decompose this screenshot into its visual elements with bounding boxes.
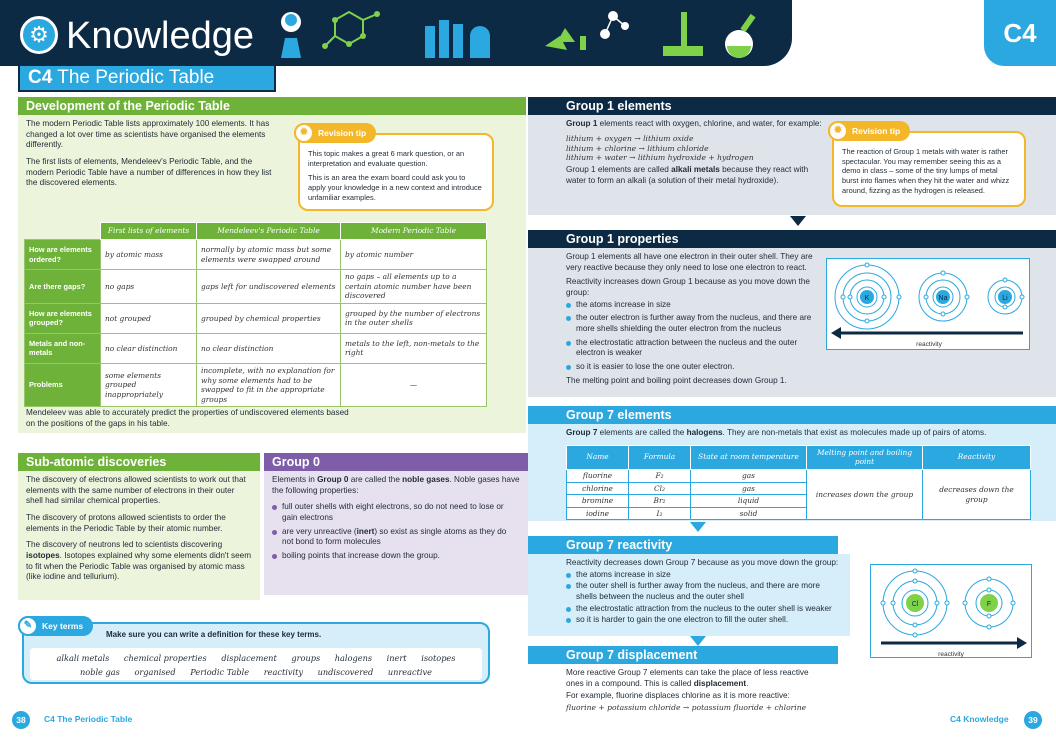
group0-list [272, 502, 520, 561]
list-item: so it is easier to lose the one outer electron. [566, 362, 824, 373]
list-item: the outer electron is further away from the nucleus, and there are more shells shielding the outer electron from the nucleus [566, 313, 824, 334]
equation: lithium + chlorine → lithium chloride [566, 143, 709, 153]
table-row: chlorine Cl₂ gas [567, 482, 1031, 495]
key-term: reactivity [263, 667, 304, 677]
key-term: displacement [221, 653, 277, 663]
equation: lithium + water → lithium hydroxide + hydrogen [566, 153, 754, 163]
reactivity-label: reactivity [938, 651, 964, 658]
group1p-para-2: Reactivity increases down Group 1 because as you move down the group: [566, 277, 810, 297]
down-arrow-icon [790, 216, 806, 226]
revision-tip-badge: ✹ Revision tip [294, 123, 376, 143]
group1-panel [528, 97, 1056, 215]
group1-properties-heading: Group 1 properties [528, 230, 1056, 248]
atom-label: K [864, 295, 870, 302]
group7r-list [566, 570, 840, 626]
group1-para: Group 1 elements are called alkali metals because they react with water to form an alkali (a solution of their metal hydroxide). [566, 165, 809, 185]
group7-panel [528, 406, 1056, 521]
key-term: organised [134, 667, 176, 677]
group1p-para-1: Group 1 elements all have one electron in their outer shell. They are very reactive because they only need to lose one electron to react. [566, 252, 813, 272]
table-header: State at room temperature [691, 445, 807, 469]
down-arrow-icon [690, 636, 706, 646]
group7-heading: Group 7 elements [528, 406, 1056, 424]
page-title: Knowledge [66, 15, 255, 57]
atom-diagrams [871, 565, 1033, 659]
key-term: chemical properties [123, 653, 207, 663]
down-arrow-icon [690, 522, 706, 532]
footer-right: C4 Knowledge [950, 714, 1009, 724]
group7r-para: Reactivity decreases down Group 7 because as you move down the group: [566, 558, 839, 567]
list-item: boiling points that increase down the group. [272, 551, 520, 562]
group1-heading: Group 1 elements [528, 97, 1056, 115]
lightbulb-icon: ✹ [828, 121, 848, 141]
group7-displacement-panel [528, 646, 838, 724]
subatomic-para-2: The discovery of protons allowed scientists to order the elements in the Periodic Table by their atomic number. [26, 512, 226, 533]
reactivity-label: reactivity [916, 341, 942, 348]
footer-left: C4 The Periodic Table [44, 714, 133, 724]
list-item: the electrostatic attraction between the nucleus and the outer electron is weaker [566, 338, 824, 359]
key-term: noble gas [80, 667, 120, 677]
development-heading: Development of the Periodic Table [18, 97, 526, 115]
periodic-table-comparison [24, 222, 487, 407]
key-term: undiscovered [317, 667, 374, 677]
table-row: Metals and non-metals no clear distinction no clear distinction metals to the left, non-metals to the right [25, 333, 487, 363]
atom-label: Cl [911, 601, 919, 608]
table-row: bromine Br₂ liquid [567, 495, 1031, 508]
table-header: First lists of elements [101, 223, 197, 240]
key-term: Periodic Table [190, 667, 250, 677]
key-term: inert [386, 653, 407, 663]
subatomic-para-1: The discovery of electrons allowed scientists to work out that elements with the same number of electrons in their outer shell had similar chemical properties. [26, 475, 246, 506]
group7-displacement-heading: Group 7 displacement [528, 646, 838, 664]
key-terms-instruction: Make sure you can write a definition for these key terms. [106, 630, 322, 639]
subatomic-heading: Sub-atomic discoveries [18, 453, 260, 471]
list-item: the atoms increase in size [566, 570, 840, 581]
tip-text-2: This is an area the exam board could ask you to apply your knowledge in a new context and introduce unfamiliar examples. [308, 173, 482, 202]
key-term: isotopes [421, 653, 456, 663]
revision-tip-badge: ✹ Revision tip [828, 121, 910, 141]
group0-heading: Group 0 [264, 453, 528, 471]
list-item: full outer shells with eight electrons, so do not need to lose or gain electrons [272, 502, 520, 523]
development-para-2: The first lists of elements, Mendeleev's Periodic Table, and the modern Periodic Table have a number of differences in how they list the discovered elements. [26, 156, 272, 188]
key-term: alkali metals [56, 653, 110, 663]
page-number-right: 39 [1024, 711, 1042, 729]
development-para-3: Mendeleev was able to accurately predict the properties of undiscovered elements based on the positions of the gaps in his table. [26, 408, 349, 428]
knowledge-banner [0, 0, 792, 66]
group7d-para-1: More reactive Group 7 elements can take the place of less reactive ones in a compound. This is called displacement. [566, 668, 809, 688]
equation: fluorine + potassium chloride → potassium fluoride + chlorine [566, 702, 807, 712]
development-panel [18, 97, 526, 433]
revision-tip-box [298, 127, 494, 211]
science-illustrations [275, 6, 775, 62]
table-row: iodine I₂ solid [567, 507, 1031, 520]
section-title: C4 The Periodic Table [18, 66, 276, 92]
atom-label: Na [938, 295, 948, 302]
revision-tip-box [832, 125, 1026, 207]
group1-intro: Group 1 elements react with oxygen, chlorine, and water, for example: [566, 119, 822, 128]
group1p-list [566, 300, 824, 373]
development-para-1: The modern Periodic Table lists approximately 100 elements. It has changed a lot over time as scientists have organised the elements differently. [26, 119, 270, 150]
list-item: the atoms increase in size [566, 300, 824, 311]
table-row: How are elements grouped? not grouped grouped by chemical properties grouped by the number of electrons in the outer shells [25, 303, 487, 333]
group0-panel [264, 453, 528, 595]
group1-properties-panel [528, 230, 1056, 397]
table-header: Melting point and boiling point [807, 445, 923, 469]
key-term: unreactive [387, 667, 432, 677]
table-row: How are elements ordered? by atomic mass normally by atomic mass but some elements were swapped around by atomic number [25, 240, 487, 270]
key-icon: ✎ [18, 616, 38, 636]
key-terms-badge: ✎ Key terms [18, 616, 93, 636]
subatomic-para-3: The discovery of neutrons led to scientists discovering isotopes. Isotopes explained why some elements didn't seem to fit when the Periodic Table was organised by atomic mass (like iodine and tellurium). [26, 540, 252, 582]
key-term: groups [291, 653, 321, 663]
halogens-table [566, 445, 1031, 521]
list-item: the outer shell is further away from the nucleus, and there are more shells between the nucleus and the outer shell [566, 581, 840, 602]
lightbulb-icon: ✹ [294, 123, 314, 143]
group7d-para-2: For example, fluorine displaces chlorine as it is more reactive: [566, 691, 790, 701]
list-item: so it is harder to gain the one electron to fill the outer shell. [566, 615, 840, 626]
table-row: Problems some elements grouped inappropriately incomplete, with no explanation for why some elements had to be swapped to fit in the appropriate groups — [25, 363, 487, 407]
table-header: Mendeleev's Periodic Table [197, 223, 341, 240]
table-header: Reactivity [923, 445, 1031, 469]
table-header: Modern Periodic Table [341, 223, 487, 240]
key-terms-box [22, 622, 490, 684]
page-number-left: 38 [12, 711, 30, 729]
key-term: halogens [334, 653, 373, 663]
group0-intro: Elements in Group 0 are called the noble gases. Noble gases have the following properties: [272, 475, 520, 495]
atom-diagrams [827, 259, 1031, 351]
atom-label: F [986, 601, 992, 608]
key-terms-list [30, 648, 482, 680]
chapter-tab: C4 [984, 0, 1056, 66]
group7-reactivity-heading: Group 7 reactivity [528, 536, 838, 554]
atom-label: Li [1002, 295, 1008, 302]
table-header: Name [567, 445, 629, 469]
tip-text-1: This topic makes a great 6 mark question, or an interpretation and evaluate question. [308, 149, 465, 168]
group1p-para-3: The melting point and boiling point decreases down Group 1. [566, 375, 787, 385]
group7-atoms-diagram [870, 564, 1032, 658]
gear-icon: ⚙ [20, 16, 58, 54]
subatomic-panel [18, 453, 260, 600]
group7-intro: Group 7 elements are called the halogens. They are non-metals that exist as molecules made up of pairs of atoms. [566, 428, 987, 437]
group1-atoms-diagram [826, 258, 1030, 350]
tip-text: The reaction of Group 1 metals with water is rather spectacular. You may remember seeing this as a demo in class – some of the tiny lumps of metal burst into flames when they hit the water and whizz around, fizzing as the hydrogen is released. [842, 147, 1010, 195]
list-item: the electrostatic attraction from the nucleus to the outer shell is weaker [566, 604, 840, 615]
equation: lithium + oxygen → lithium oxide [566, 133, 694, 143]
table-header: Formula [629, 445, 691, 469]
list-item: are very unreactive (inert) so exist as single atoms as they do not bond to form molecules [272, 527, 520, 548]
table-row: fluorine F₂ gas increases down the group decreases down the group [567, 469, 1031, 482]
table-row: Are there gaps? no gaps gaps left for undiscovered elements no gaps – all elements up to a certain atomic number have been discovered [25, 270, 487, 304]
